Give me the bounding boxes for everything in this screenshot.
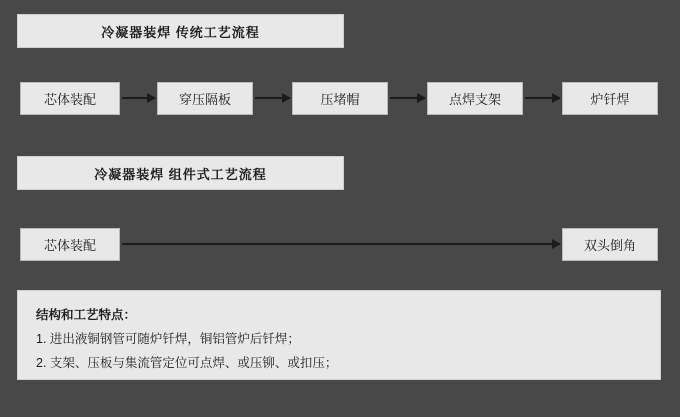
notes-line-1: 1. 进出液铜钢管可随炉钎焊，铜铝管炉后钎焊； <box>36 332 300 346</box>
node-double-head-chamfer[interactable]: 双头倒角 <box>562 228 658 261</box>
node-furnace-brazing[interactable]: 炉钎焊 <box>562 82 658 115</box>
node-press-cap[interactable]: 压堵帽 <box>292 82 388 115</box>
arrow-2 <box>255 97 290 99</box>
notes-panel <box>17 290 661 380</box>
arrow-long <box>122 243 560 245</box>
node-spot-weld-bracket[interactable]: 点焊支架 <box>427 82 523 115</box>
arrow-4 <box>525 97 560 99</box>
node-through-plate[interactable]: 穿压隔板 <box>157 82 253 115</box>
section-title-module: 冷凝器装焊 组件式工艺流程 <box>17 156 344 190</box>
section-title-traditional: 冷凝器装焊 传统工艺流程 <box>17 14 344 48</box>
arrow-3 <box>390 97 425 99</box>
notes-title: 结构和工艺特点： <box>36 308 137 322</box>
notes-line-2: 2. 支架、压板与集流管定位可点焊、或压铆、或扣压； <box>36 355 338 370</box>
node-core-assembly-module[interactable]: 芯体装配 <box>20 228 120 261</box>
arrow-1 <box>122 97 155 99</box>
node-core-assembly-traditional[interactable]: 芯体装配 <box>20 82 120 115</box>
